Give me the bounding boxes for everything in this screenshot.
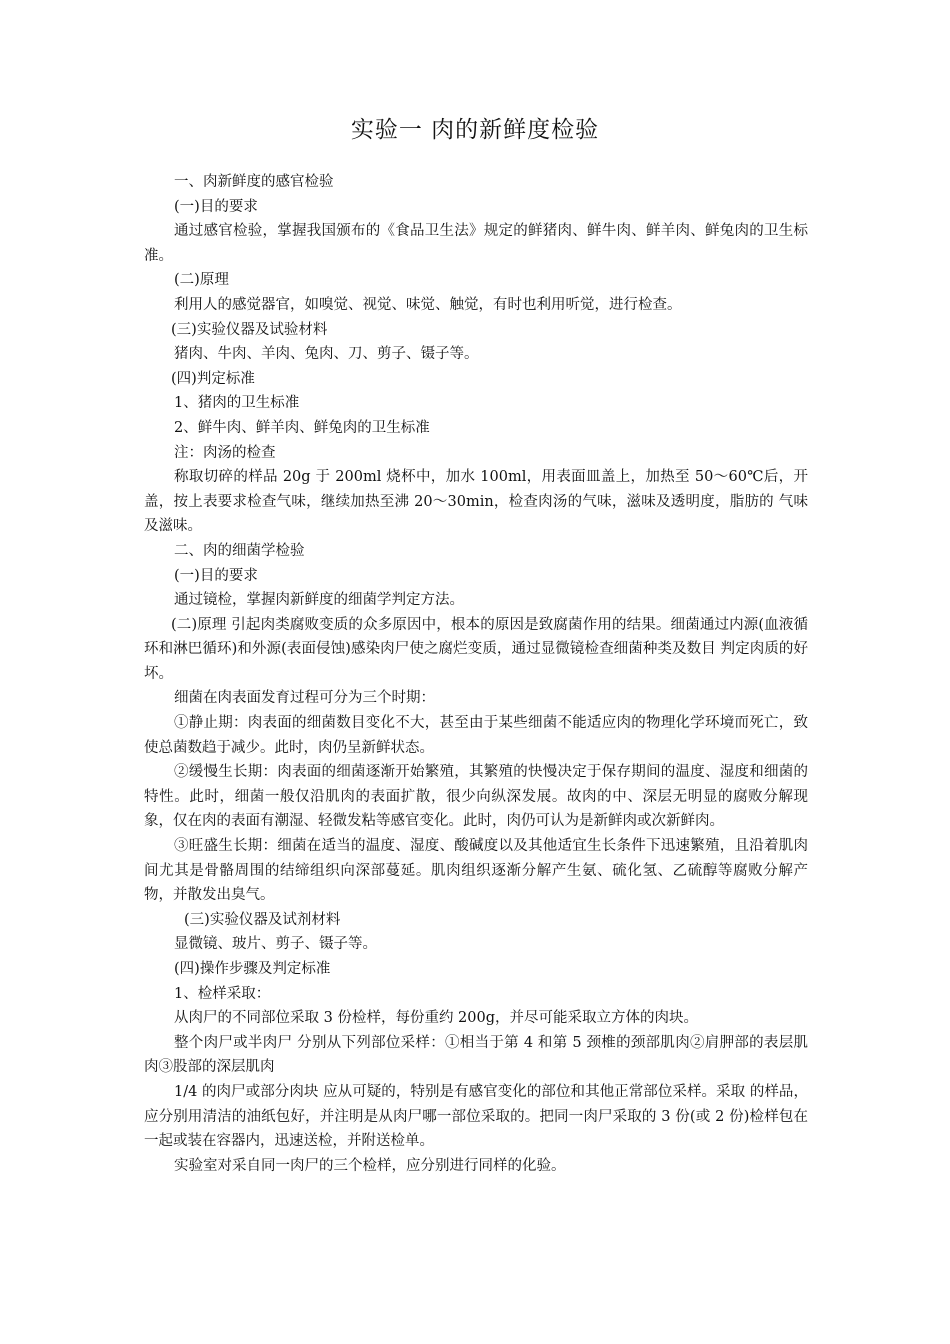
list-item: 1、猪肉的卫生标准 <box>174 395 300 412</box>
paragraph: 通过感官检验，掌握我国颁布的《食品卫生法》规定的鲜猪肉、鲜牛肉、鲜羊肉、鲜兔肉的卫生标准。 <box>144 223 808 264</box>
paragraph-stage-3: ③旺盛生长期：细菌在适当的温度、湿度、酸碱度以及其他适宜生长条件下迅速繁殖，且沿着肌肉间尤其是骨骼周围的结缔组织向深部蔓延。肌肉组织逐渐分解产生氨、硫化氢、乙硫醇等腐败分解产物，并散发出臭气。 <box>144 838 808 904</box>
subheading-materials: (三)实验仪器及试剂材料 <box>184 911 341 928</box>
paragraph: 通过镜检，掌握肉新鲜度的细菌学判定方法。 <box>174 592 464 609</box>
document-title: 实验一 肉的新鲜度检验 <box>350 117 600 143</box>
document-body <box>144 170 808 1178</box>
paragraph: 实验室对采自同一肉尸的三个检样，应分别进行同样的化验。 <box>174 1157 566 1174</box>
paragraph: 利用人的感觉器官，如嗅觉、视觉、味觉、触觉，有时也利用听觉，进行检查。 <box>174 296 682 313</box>
subheading-purpose: (一)目的要求 <box>174 198 258 215</box>
subheading-procedure: (四)操作步骤及判定标准 <box>174 961 331 977</box>
section-heading-bacteriology: 二、肉的细菌学检验 <box>174 542 305 559</box>
note: 注：肉汤的检查 <box>174 444 276 461</box>
subheading-materials: (三)实验仪器及试验材料 <box>171 321 328 338</box>
paragraph: 显微镜、玻片、剪子、镊子等。 <box>174 936 377 953</box>
subheading-purpose: (一)目的要求 <box>174 567 258 584</box>
list-item: 1、检样采取： <box>174 985 271 1002</box>
paragraph: 猪肉、牛肉、羊肉、兔肉、刀、剪子、镊子等。 <box>174 346 479 363</box>
list-item: 2、鲜牛肉、鲜羊肉、鲜兔肉的卫生标准 <box>174 419 430 436</box>
paragraph: 1/4 的肉尸或部分肉块 应从可疑的，特别是有感官变化的部位和其他正常部位采样。采取 的样品，应分别用清洁的油纸包好，并注明是从肉尸哪一部位采取的。把同一肉尸采取的 3 份(或 2 份)检样包在一起或装在容器内，迅速送检，并附送检单。 <box>144 1083 808 1150</box>
paragraph: 细菌在肉表面发育过程可分为三个时期： <box>174 690 435 707</box>
paragraph-stage-2: ②缓慢生长期：肉表面的细菌逐渐开始繁殖，其繁殖的快慢决定于保存期间的温度、湿度和细菌的特性。此时，细菌一般仅沿肌肉的表面扩散，很少向纵深发展。故肉的中、深层无明显的腐败分解现象，仅在肉的表面有潮湿、轻微发粘等感官变化。此时，肉仍可认为是新鲜肉或次新鲜肉。 <box>144 764 808 830</box>
section-heading-sensory: 一、肉新鲜度的感官检验 <box>174 174 334 190</box>
paragraph-principle: (二)原理 引起肉类腐败变质的众多原因中，根本的原因是致腐菌作用的结果。细菌通过内源(血液循 环和淋巴循环)和外源(表面侵蚀)感染肉尸使之腐烂变质，通过显微镜检查细菌种类及数目 判定肉质的好坏。 <box>144 616 808 682</box>
paragraph-stage-1: ①静止期：肉表面的细菌数目变化不大，甚至由于某些细菌不能适应肉的物理化学环境而死亡，致使总菌数趋于减少。此时，肉仍呈新鲜状态。 <box>144 715 808 756</box>
paragraph: 称取切碎的样品 20g 于 200ml 烧杯中，加水 100ml，用表面皿盖上，加热至 50～60℃后，开盖，按上表要求检查气味，继续加热至沸 20～30min，检查肉汤的气味，滋味及透明度，脂肪的 气味及滋味。 <box>144 469 808 535</box>
paragraph: 整个肉尸或半肉尸 分别从下列部位采样：①相当于第 4 和第 5 颈椎的颈部肌肉②肩胛部的表层肌肉③股部的深层肌肉 <box>144 1034 808 1076</box>
subheading-criteria: (四)判定标准 <box>171 370 255 387</box>
paragraph: 从肉尸的不同部位采取 3 份检样，每份重约 200g，并尽可能采取立方体的肉块。 <box>174 1010 699 1027</box>
subheading-principle: (二)原理 <box>174 272 229 289</box>
